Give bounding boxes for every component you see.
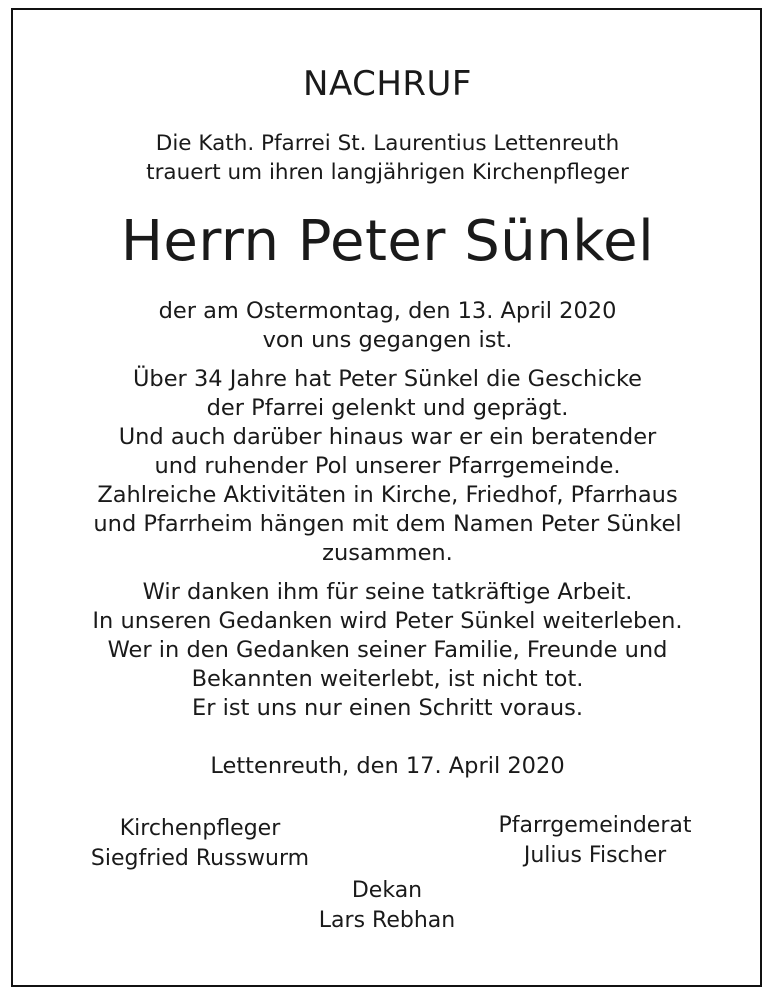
- tribute-line: Zahlreiche Aktivitäten in Kirche, Friedhof, Pfarrhaus: [97, 482, 678, 508]
- tribute-line: zusammen.: [322, 540, 453, 566]
- thanks-line: Er ist uns nur einen Schritt voraus.: [192, 695, 583, 721]
- signature-role: Pfarrgemeinderat: [498, 813, 692, 838]
- tribute-line: Über 34 Jahre hat Peter Sünkel die Geschicke: [132, 366, 643, 392]
- place-date: Lettenreuth, den 17. April 2020: [210, 753, 565, 779]
- tribute-line: und ruhender Pol unserer Pfarrgemeinde.: [154, 453, 621, 479]
- signature-kirchenpfleger: [75, 814, 325, 874]
- tribute-line: und Pfarrheim hängen mit dem Namen Peter Sünkel: [93, 511, 682, 537]
- passing-text: [0, 297, 775, 355]
- thanks-line: Bekannten weiterlebt, ist nicht tot.: [191, 666, 584, 692]
- passing-line: von uns gegangen ist.: [262, 327, 513, 353]
- signature-role: Dekan: [351, 878, 423, 903]
- deceased-name: Herrn Peter Sünkel: [120, 209, 655, 274]
- thanks-line: Wir danken ihm für seine tatkräftige Arbeit.: [142, 579, 633, 605]
- signature-pfarrgemeinderat: [470, 811, 720, 871]
- signature-name: Siegfried Russwurm: [90, 846, 310, 871]
- obituary-heading: NACHRUF: [303, 64, 472, 104]
- thanks-line: In unseren Gedanken wird Peter Sünkel weiterleben.: [92, 608, 683, 634]
- thanks-text: [0, 578, 775, 723]
- intro-line: Die Kath. Pfarrei St. Laurentius Lettenreuth: [155, 131, 620, 156]
- thanks-line: Wer in den Gedanken seiner Familie, Freunde und: [107, 637, 668, 663]
- signature-name: Julius Fischer: [523, 843, 667, 868]
- passing-line: der am Ostermontag, den 13. April 2020: [158, 298, 617, 324]
- tribute-line: Und auch darüber hinaus war er ein beratender: [118, 424, 657, 450]
- signature-dekan: [262, 876, 512, 936]
- signature-name: Lars Rebhan: [318, 908, 456, 933]
- tribute-line: der Pfarrei gelenkt und geprägt.: [206, 395, 569, 421]
- intro-line: trauert um ihren langjährigen Kirchenpfleger: [146, 160, 629, 185]
- signature-role: Kirchenpfleger: [119, 816, 281, 841]
- tribute-text: [0, 365, 775, 568]
- intro-text: [0, 129, 775, 187]
